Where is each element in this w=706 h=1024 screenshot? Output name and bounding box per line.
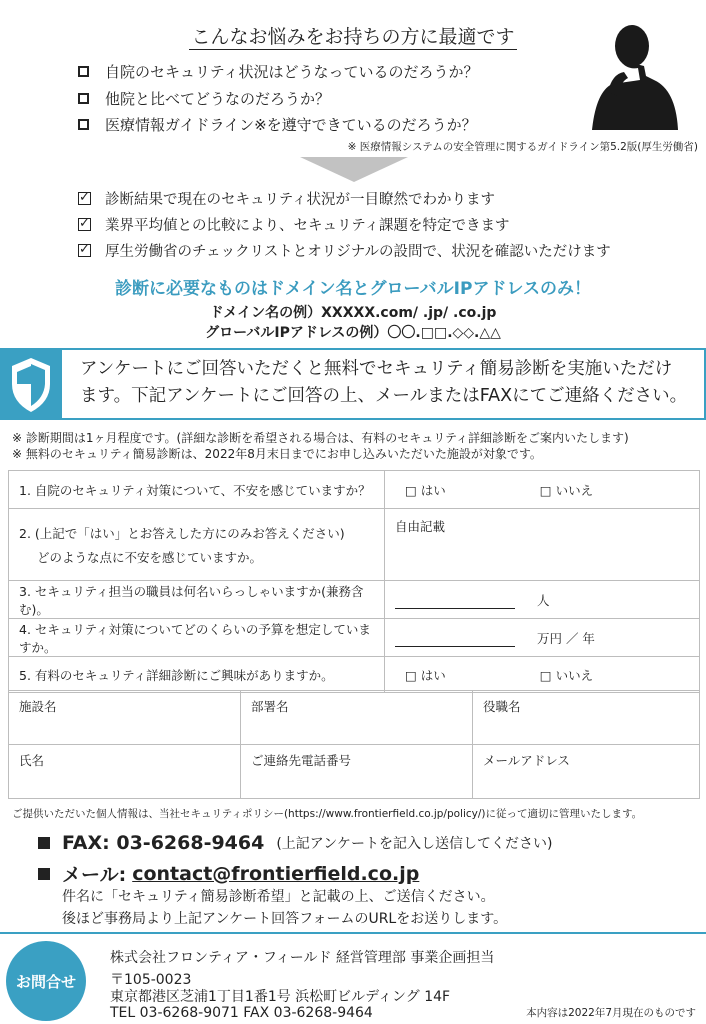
question-3: 3. セキュリティ担当の職員は何名いらっしゃいますか(兼務含む)。 — [9, 581, 385, 619]
bullet-square-icon — [38, 868, 50, 880]
table-row — [9, 745, 700, 799]
table-row — [9, 581, 700, 619]
table-row — [9, 691, 700, 745]
concern-item: 他院と比べてどうなのだろうか？ — [78, 88, 330, 109]
concern-item: 自院のセキュリティ状況はどうなっているのだろうか？ — [78, 61, 479, 82]
questionnaire-table — [8, 470, 700, 693]
contact-form-table — [8, 690, 700, 799]
company-name: 株式会社フロンティア・フィールド 経営管理部 事業企画担当 — [110, 950, 495, 966]
staff-count-field[interactable] — [395, 608, 515, 609]
yes-option[interactable]: □ はい — [405, 667, 446, 683]
no-option[interactable]: □ いいえ — [539, 482, 594, 498]
benefit-item: ✓ 厚生労働省のチェックリストとオリジナルの設問で、状況を確認いただけます — [79, 242, 611, 260]
answer-cell[interactable]: 万円 ／ 年 — [385, 619, 700, 657]
shield-panel — [0, 348, 62, 420]
question-5: 5. 有料のセキュリティ詳細診断にご興味がありますか。 — [9, 657, 385, 693]
position-field[interactable]: 役職名 — [473, 691, 700, 745]
no-option[interactable]: □ いいえ — [539, 667, 594, 683]
email-link[interactable]: contact@frontierfield.co.jp — [132, 862, 420, 885]
question-4: 4. セキュリティ対策についてどのくらいの予算を想定していますか。 — [9, 619, 385, 657]
table-row — [9, 657, 700, 693]
checkbox-empty-icon — [78, 119, 89, 130]
answer-cell[interactable]: 人 — [385, 581, 700, 619]
checkbox-checked-icon: ✓ — [79, 216, 90, 231]
table-row — [9, 619, 700, 657]
footer-divider — [0, 932, 706, 934]
answer-cell — [385, 471, 700, 509]
email-field[interactable]: メールアドレス — [473, 745, 700, 799]
free-text-answer[interactable]: 自由記載 — [385, 509, 700, 581]
concern-item: 医療情報ガイドライン※を遵守できているのだろうか？ — [78, 114, 477, 135]
name-field[interactable]: 氏名 — [9, 745, 241, 799]
table-row — [9, 471, 700, 509]
checkbox-checked-icon: ✓ — [79, 190, 90, 205]
checkbox-empty-icon — [78, 66, 89, 77]
checkbox-empty-icon — [78, 93, 89, 104]
mail-note: 件名に「セキュリティ簡易診断希望」と記載の上、ご送信ください。 — [62, 889, 495, 905]
fax-line: FAX: 03-6268-9464 (上記アンケートを記入し送信してください) — [38, 832, 552, 854]
table-row — [9, 509, 700, 581]
bullet-square-icon — [38, 837, 50, 849]
person-thinking-icon — [590, 22, 680, 130]
mail-line: メール: contact@frontierfield.co.jp — [38, 860, 419, 887]
answer-cell — [385, 657, 700, 693]
down-arrow-icon — [300, 157, 408, 182]
question-1: 1. 自院のセキュリティ対策について、不安を感じていますか？ — [9, 471, 385, 509]
benefit-item: ✓ 診断結果で現在のセキュリティ状況が一目瞭然でわかります — [79, 190, 496, 208]
footnote: ※ 無料のセキュリティ簡易診断は、2022年8月末日までにお申し込みいただいた施設が対象です。 — [12, 447, 542, 461]
privacy-note: ご提供いただいた個人情報は、当社セキュリティポリシー(https://www.frontierfield.co.jp/policy/)に従って適切に管理いたします。 — [12, 808, 643, 820]
phone-field[interactable]: ご連絡先電話番号 — [241, 745, 473, 799]
banner-text: アンケートにご回答いただくと無料でセキュリティ簡易診断を実施いただけ ます。下記アンケートにご回答の上、メールまたはFAXにてご連絡ください。 — [80, 359, 688, 406]
question-2: 2. (上記で「はい」とお答えした方にのみお答えください) どのような点に不安を感じていますか。 — [9, 509, 385, 581]
yes-option[interactable]: □ はい — [405, 482, 446, 498]
benefit-item: ✓ 業界平均値との比較により、セキュリティ課題を特定できます — [79, 216, 510, 234]
shield-icon — [0, 348, 62, 420]
tel-fax: TEL 03-6268-9071 FAX 03-6268-9464 — [110, 1005, 373, 1021]
budget-field[interactable] — [395, 646, 515, 647]
requirement-highlight: 診断に必要なものはドメイン名とグローバルIPアドレスのみ！ — [115, 279, 591, 299]
contact-badge: お問合せ — [6, 941, 86, 1021]
address: 東京都港区芝浦1丁目1番1号 浜松町ビルディング 14F — [110, 989, 451, 1005]
facility-field[interactable]: 施設名 — [9, 691, 241, 745]
domain-example: ドメイン名の例）XXXXX.com/ .jp/ .co.jp — [209, 305, 497, 321]
postal-code: 〒105-0023 — [110, 972, 192, 988]
ip-example: グローバルIPアドレスの例）〇〇.□□.◇◇.△△ — [205, 325, 501, 341]
checkbox-checked-icon: ✓ — [79, 242, 90, 257]
page-title: こんなお悩みをお持ちの方に最適です — [191, 26, 515, 48]
guideline-note: ※ 医療情報システムの安全管理に関するガイドライン第5.2版(厚生労働省) — [347, 141, 698, 153]
department-field[interactable]: 部署名 — [241, 691, 473, 745]
mail-note: 後ほど事務局より上記アンケート回答フォームのURLをお送りします。 — [62, 911, 508, 927]
as-of-note: 本内容は2022年7月現在のものです — [526, 1007, 696, 1019]
footnote: ※ 診断期間は1ヶ月程度です。(詳細な診断を希望される場合は、有料のセキュリティ詳細診断をご案内いたします) — [12, 431, 629, 445]
